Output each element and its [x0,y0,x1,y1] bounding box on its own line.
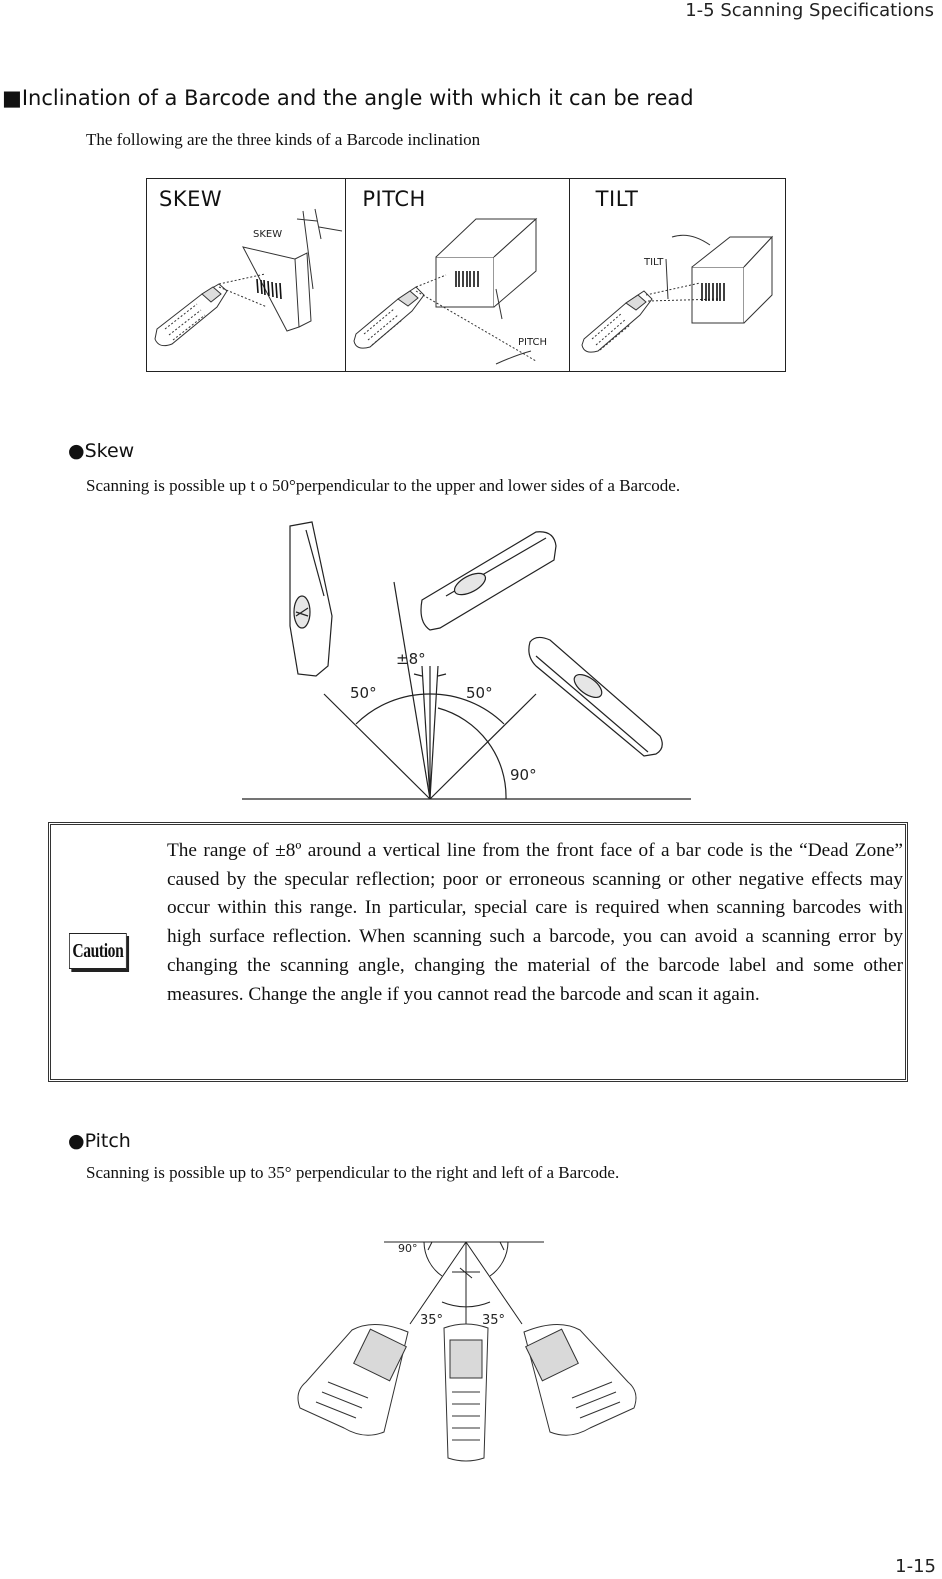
tilt-caption: TILT [643,257,664,268]
skew-right-angle: 50° [466,684,493,702]
pitch-cell-label: PITCH [362,187,426,211]
tilt-cell [570,179,785,371]
section-title: ■Inclination of a Barcode and the angle with which it can be read [2,86,694,110]
pitch-description: Scanning is possible up to 35° perpendicular to the right and left of a Barcode. [86,1163,620,1182]
skew-illustration [147,179,347,371]
inclination-types-table [146,178,786,372]
pitch-left-angle: 35° [420,1313,444,1328]
skew-angle-figure [236,516,696,806]
skew-left-angle: 50° [350,684,377,702]
pitch-heading: ●Pitch [68,1130,131,1152]
pitch-angle-figure [292,1232,642,1468]
page-number: 1-15 [895,1556,936,1577]
intro-text: The following are the three kinds of a Barcode inclination [86,130,481,149]
page-header: 1-5 Scanning Specifications [685,0,934,21]
skew-caption: SKEW [253,229,283,240]
skew-cell [147,179,346,371]
skew-bottom-angle: 90° [510,766,537,784]
skew-cell-label: SKEW [159,187,223,211]
skew-description: Scanning is possible up t o 50°perpendicular to the upper and lower sides of a Barcode. [86,476,681,495]
caution-badge: Caution [69,933,127,969]
caution-text: The range of ±8º around a vertical line from the front face of a bar code is the “Dead Zone” caused by the specular reflection; poor or erroneous scanning or other negative effects may occur within this range. In particular, special care is required when scanning barcodes with high surface reflection. When scanning such a barcode, you can avoid a scanning error by changing the scanning angle, changing the material of the barcode label and some other measures. Change the angle if you cannot read the barcode and scan it again. [167,840,903,1005]
pitch-right-angle: 35° [482,1313,506,1328]
pitch-caption: PITCH [518,337,548,348]
skew-heading: ●Skew [68,440,135,462]
caution-box [48,822,908,1082]
pitch-top-angle: 90° [398,1242,418,1255]
pitch-illustration [346,179,570,371]
tilt-illustration [570,179,786,371]
dead-zone-label: ±8° [396,650,426,668]
tilt-cell-label: TILT [595,187,639,211]
pitch-cell [346,179,569,371]
